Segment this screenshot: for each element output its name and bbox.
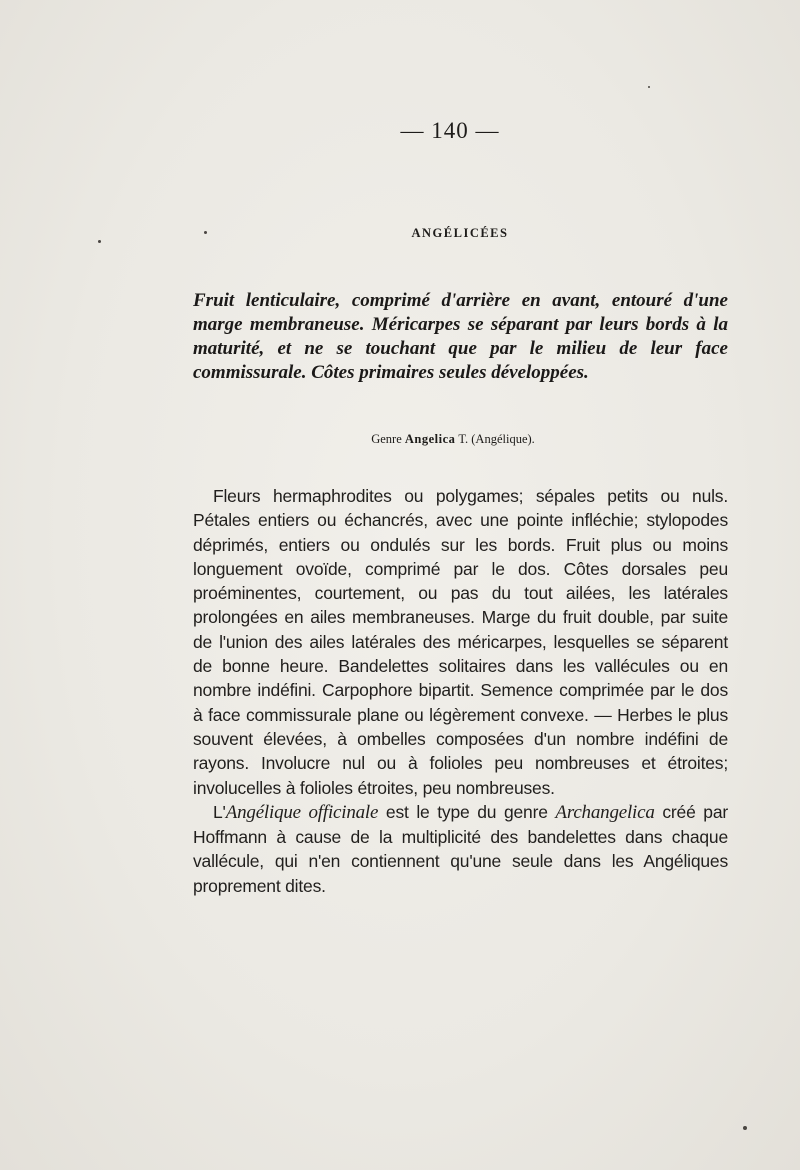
- paragraph-2-part-2: est le type du genre: [378, 801, 556, 822]
- page-number: — 140 —: [400, 118, 500, 143]
- paragraph-2: [193, 800, 728, 898]
- ink-speck: [98, 240, 101, 243]
- genus-suffix: T. (Angélique).: [458, 432, 535, 446]
- genus-description: [193, 484, 728, 898]
- section-heading: ANGÉLICÉES: [411, 226, 509, 240]
- paragraph-2-italic-2: Archangelica: [555, 801, 655, 823]
- genus-prefix: Genre: [371, 432, 402, 446]
- genus-name: Angelica: [404, 432, 456, 446]
- family-description: Fruit lenticulaire, comprimé d'arrière en avant, entouré d'une marge membraneuse. Méricarpes se séparant par leurs bords à la maturité, et ne se touchant que par le milieu de leur face commissurale. Côtes primaires seules développées.: [193, 290, 728, 383]
- paragraph-2-italic-1: Angélique officinale: [225, 801, 379, 823]
- paragraph-2-part-1: L': [213, 801, 226, 822]
- paragraph-2-part-3: créé par Hoffmann à cause de la multiplicité des bandelettes dans chaque vallécule, qui n'en contiennent qu'une seule dans les Angéliques proprement dites.: [193, 801, 728, 896]
- ink-speck: [204, 231, 207, 234]
- paragraph-1: Fleurs hermaphrodites ou polygames; sépales petits ou nuls. Pétales entiers ou échancrés, avec une pointe infléchie; stylopodes déprimés, entiers ou ondulés sur les bords. Fruit plus ou moins longuement ovoïde, comprimé par le dos. Côtes dorsales peu proéminentes, courtement, ou pas du tout ailées, les latérales prolongées en ailes membraneuses. Marge du fruit double, par suite de l'union des ailes latérales des méricarpes, lesquelles se séparent de bonne heure. Bandelettes solitaires dans les vallécules ou en nombre indéfini. Carpophore bipartit. Semence comprimée par le dos à face commissurale plane ou légèrement convexe. — Herbes le plus souvent élevées, à ombelles composées d'un nombre indéfini de rayons. Involucre nul ou à folioles peu nombreuses et étroites; involucelles à folioles étroites, peu nombreuses.: [193, 486, 728, 798]
- ink-speck: [648, 86, 650, 88]
- ink-speck: [743, 1126, 747, 1130]
- genus-line: [0, 432, 800, 447]
